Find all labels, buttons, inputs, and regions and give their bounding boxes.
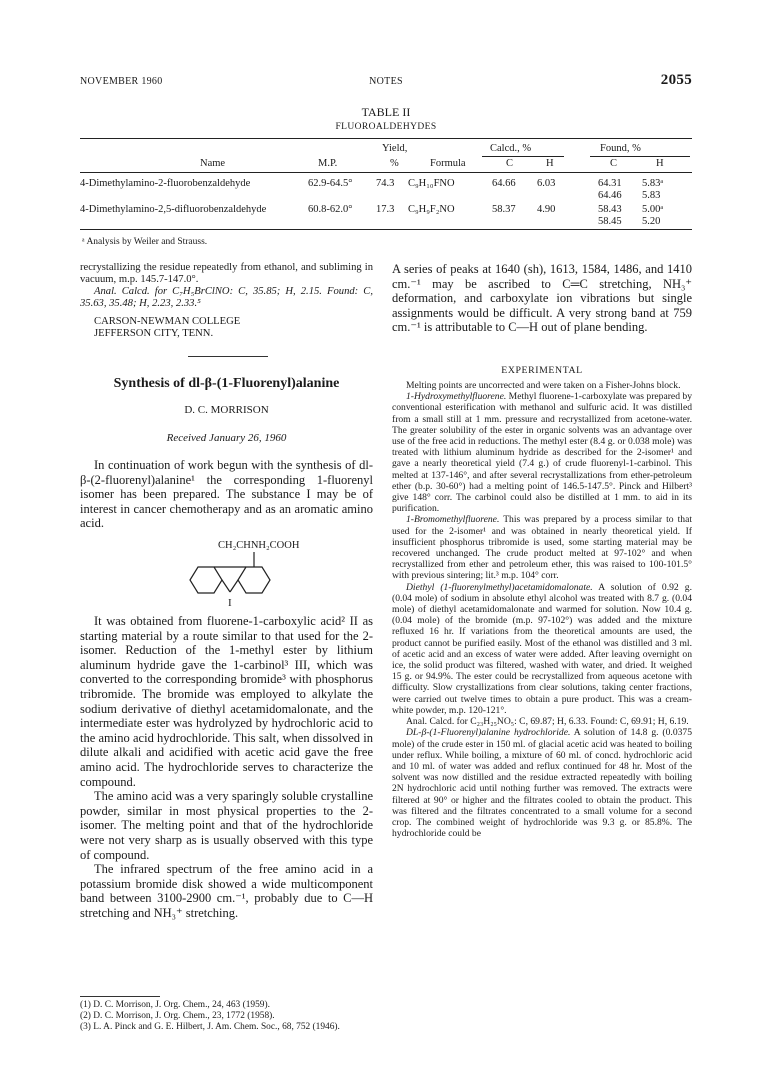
para-2: It was obtained from fluorene-1-carboxylic acid² II as starting material by a route similar to that used for the 2-isomer. Reduction of the 1-methyl ester by lithium aluminum hydride gave the 1-carbinol³ III, which was converted to the corresponding bromide³ with phosphorus tribromide. The bromide was employed to alkylate the sodium derivative of diethyl acetamidomalonate, and the intermediate ester was hydrolyzed by hydrochloric acid to the amino acid hydrochloride. This salt, when dissolved in dilute alkali and acidified with acetic acid gave the free amino acid. The hydrochloride serves to characterize the compound. xyxy=(80,614,373,789)
found-rule xyxy=(590,156,690,157)
references-rule xyxy=(80,996,160,997)
experimental-heading: EXPERIMENTAL xyxy=(501,365,583,376)
table-cell-found-h: 5.00ᵃ xyxy=(642,204,664,215)
table-cell-found-h: 5.83 xyxy=(642,190,661,201)
table-caption: TABLE II xyxy=(361,105,411,119)
table-body xyxy=(80,176,692,234)
th-found: Found, % xyxy=(600,143,641,154)
table-cell-found-c: 64.46 xyxy=(598,190,622,201)
table-cell-found-c: 58.43 xyxy=(598,204,622,215)
table-cell-name: 4-Dimethylamino-2,5-difluorobenzaldehyde xyxy=(80,204,267,215)
table-cell-mp: 62.9-64.5° xyxy=(308,178,353,189)
exp-heading-4: Diethyl (1-fluorenylmethyl)acetamidomalonate. xyxy=(406,581,593,593)
table-subtitle: FLUOROALDEHYDES xyxy=(335,122,437,132)
section-separator xyxy=(188,356,268,357)
carryover-text: recrystallizing the residue repeatedly from ethanol, and subliming in vacuum, m.p. 145.7-147.0°. xyxy=(80,262,373,285)
table-cell-calc-h: 4.90 xyxy=(537,204,556,215)
anal-text: Anal. Calcd. for C₇H₅BrClNO: C, 35.85; H, 2.15. Found: C, 35.63, 35.48; H, 2.23, 2.33.⁵ xyxy=(80,285,373,309)
left-carryover xyxy=(80,262,373,339)
structure-number: I xyxy=(228,597,232,609)
table-cell-name: 4-Dimethylamino-2-fluorobenzaldehyde xyxy=(80,178,251,189)
para-4: The infrared spectrum of the free amino acid in a potassium bromide disk showed a wide multicomponent band between 3100-2900 cm.⁻¹, probably due to C—H stretching and NH₃⁺ stretching. xyxy=(80,862,373,920)
reference-3: (3) L. A. Pinck and G. E. Hilbert, J. Am. Chem. Soc., 68, 752 (1946). xyxy=(80,1022,340,1032)
header-date: NOVEMBER 1960 xyxy=(80,76,163,87)
para-ir: A series of peaks at 1640 (sh), 1613, 1584, 1486, and 1410 cm.⁻¹ may be ascribed to C═C stretching, NH₃⁺ deformation, and carboxylate ion vibrations but single assignments would be difficult. A very strong band at 759 cm.⁻¹ is attributable to C—H out of plane bending. xyxy=(392,262,692,335)
reference-2: (2) D. C. Morrison, J. Org. Chem., 23, 1772 (1958). xyxy=(80,1011,275,1021)
table-cell-yield: 17.3 xyxy=(376,204,395,215)
structure-label: CH₂CHNH₂COOH xyxy=(218,540,300,551)
article-title: Synthesis of dl-β-(1-Fluorenyl)alanine xyxy=(113,376,340,391)
exp-para-5: Anal. Calcd. for C₂₃H₂₅NO₅: C, 69.87; H, 6.33. Found: C, 69.91; H, 6.19. xyxy=(406,716,689,728)
exp-text-4: A solution of 0.92 g. (0.04 mole) of sodium in absolute ethyl alcohol was treated with 8.7 g. (0.04 mole) of diethyl acetamidomalonate and warmed for solution. Now 10.4 g. (0.04 mole) of the bromide (m.p. 97-102°) was added and the mixture refluxed 16 hr. If variations from the theoretical amounts are used, the product cannot be purified easily. Most of the ethanol was distilled and 3 ml. of acetic acid and an excess of water were added. After leaving overnight on ice, the solid product was filtered, washed with water, and dried. It weighed 15 g. or 94.9%. The ester could be recrystallized from aqueous acetone with difficulty. Slow crystallizations from clear solutions, taking center fractions, were carried out twelve times to obtain a pure product. This was a cream-white powder, m.p. 120-121°. xyxy=(392,581,692,716)
header-section: NOTES xyxy=(369,76,403,87)
page-number: 2055 xyxy=(660,72,692,88)
th-found-h: H xyxy=(656,158,664,169)
th-yield-unit: % xyxy=(390,158,399,169)
body-paragraphs xyxy=(80,614,373,920)
table-footnote: ᵃ Analysis by Weiler and Strauss. xyxy=(82,237,208,247)
th-name: Name xyxy=(200,158,226,169)
table-top-rule xyxy=(80,138,692,139)
th-calcd: Calcd., % xyxy=(490,143,532,154)
article-author: D. C. MORRISON xyxy=(184,404,269,416)
table-cell-found-h: 5.20 xyxy=(642,216,661,227)
para-3: The amino acid was a very sparingly soluble crystalline powder, similar in most physical properties to the 2-isomer. The melting point and that of the hydrochloride were not very sharp as is usually observed with this type of compound. xyxy=(80,789,373,862)
exp-para-1: Melting points are uncorrected and were taken on a Fisher-Johns block. xyxy=(406,380,681,391)
fluorene-structure xyxy=(168,540,308,610)
affiliation-line-1: CARSON-NEWMAN COLLEGE xyxy=(94,315,241,327)
th-formula: Formula xyxy=(430,158,466,169)
table-bottom-rule xyxy=(80,229,692,230)
th-mp: M.P. xyxy=(318,158,338,169)
references xyxy=(80,1000,373,1033)
received-date: Received January 26, 1960 xyxy=(166,432,287,444)
th-found-c: C xyxy=(610,158,618,169)
calcd-rule xyxy=(482,156,564,157)
table-cell-found-h: 5.83ᵃ xyxy=(642,178,664,189)
table-cell-calc-c: 64.66 xyxy=(492,178,516,189)
exp-text-2: Methyl fluorene-1-carboxylate was prepared by conventional esterification with methanol and sulfuric acid. It was distilled from a small still at 1 mm. pressure and recrystallized from acetone-water. The greater solubility of the ester in organic solvents was an advantage over use of the free acid in reductions. The methyl ester (8.4 g. or 0.038 mole) was treated with lithium aluminum hydride as described for the 2-isomer¹ and gave a nearly theoretical yield (7.4 g.) of crude fluorenyl-1-carbinol. This melted at 137-146°, and after several recrystallizations from ether-petroleum ether (b.p. 30-60°) had a melting point of 146.5-147.5°. Pinck and Hilbert³ give 148° corr. The carbinol could also be distilled at 1 mm. to aid in its purification. xyxy=(392,391,692,515)
table-cell-calc-h: 6.03 xyxy=(537,178,556,189)
intro-paragraph xyxy=(80,458,373,531)
table-cell-mp: 60.8-62.0° xyxy=(308,204,353,215)
table-header xyxy=(80,140,692,180)
th-calc-c: C xyxy=(506,158,514,169)
th-yield-top: Yield, xyxy=(382,143,408,154)
table-cell-yield: 74.3 xyxy=(376,178,395,189)
exp-para-2 xyxy=(392,391,692,514)
affiliation-line-2: JEFFERSON CITY, TENN. xyxy=(94,327,214,339)
exp-para-6 xyxy=(392,727,692,839)
exp-text-3: This was prepared by a process similar to that used for the 2-isomer¹ and was obtained in nearly theoretical yield. If insufficient phosphorus tribromide is used, some starting material may be recovered unchanged. The crude product melted at 97-102° and when recrystallized from ether and petroleum ether, this was raised to 100-101.5° with previous sintering; lit.³ m.p. 104° corr. xyxy=(392,514,692,582)
th-calc-h: H xyxy=(546,158,554,169)
running-header xyxy=(80,72,692,96)
table-cell-found-c: 58.45 xyxy=(598,216,622,227)
exp-heading-3: 1-Bromomethylfluorene. xyxy=(406,514,500,526)
right-top-paragraph xyxy=(392,262,692,335)
experimental-section xyxy=(392,380,692,839)
exp-heading-2: 1-Hydroxymethylfluorene. xyxy=(406,391,507,403)
table-cell-formula: C₉H₁₀FNO xyxy=(408,178,455,189)
exp-para-4 xyxy=(392,582,692,716)
reference-1: (1) D. C. Morrison, J. Org. Chem., 24, 463 (1959). xyxy=(80,1000,270,1010)
table-cell-formula: C₉H₉F₂NO xyxy=(408,204,455,215)
table-header-rule xyxy=(80,172,692,173)
table-cell-calc-c: 58.37 xyxy=(492,204,516,215)
table-cell-found-c: 64.31 xyxy=(598,178,622,189)
para-1: In continuation of work begun with the synthesis of dl-β-(2-fluorenyl)alanine¹ the corresponding 1-fluorenyl isomer has been prepared. The substance I may be of interest in cancer chemotherapy and as an aromatic amino acid. xyxy=(80,458,373,531)
exp-heading-6: DL-β-(1-Fluorenyl)alanine hydrochloride. xyxy=(406,727,571,739)
exp-text-6: A solution of 14.8 g. (0.0375 mole) of the crude ester in 150 ml. of glacial acetic acid was heated to boiling under reflux. While boiling, a mixture of 60 ml. of concd. hydrochloric acid and 10 ml. of water was added and reflux continued for 48 hr. Most of the solvent was now distilled and the residue extracted repeatedly with boiling 2N hydrochloric acid until nothing further was removed. The extracts were filtered at 90° or higher and the filtrates cooled to obtain the product. This was filtered and the filtrates concentrated to a small volume for a second crop. The combined weight of hydrochloride was 9.3 g. or 85.8%. The hydrochloride could be xyxy=(392,727,693,840)
exp-para-3 xyxy=(392,514,692,581)
